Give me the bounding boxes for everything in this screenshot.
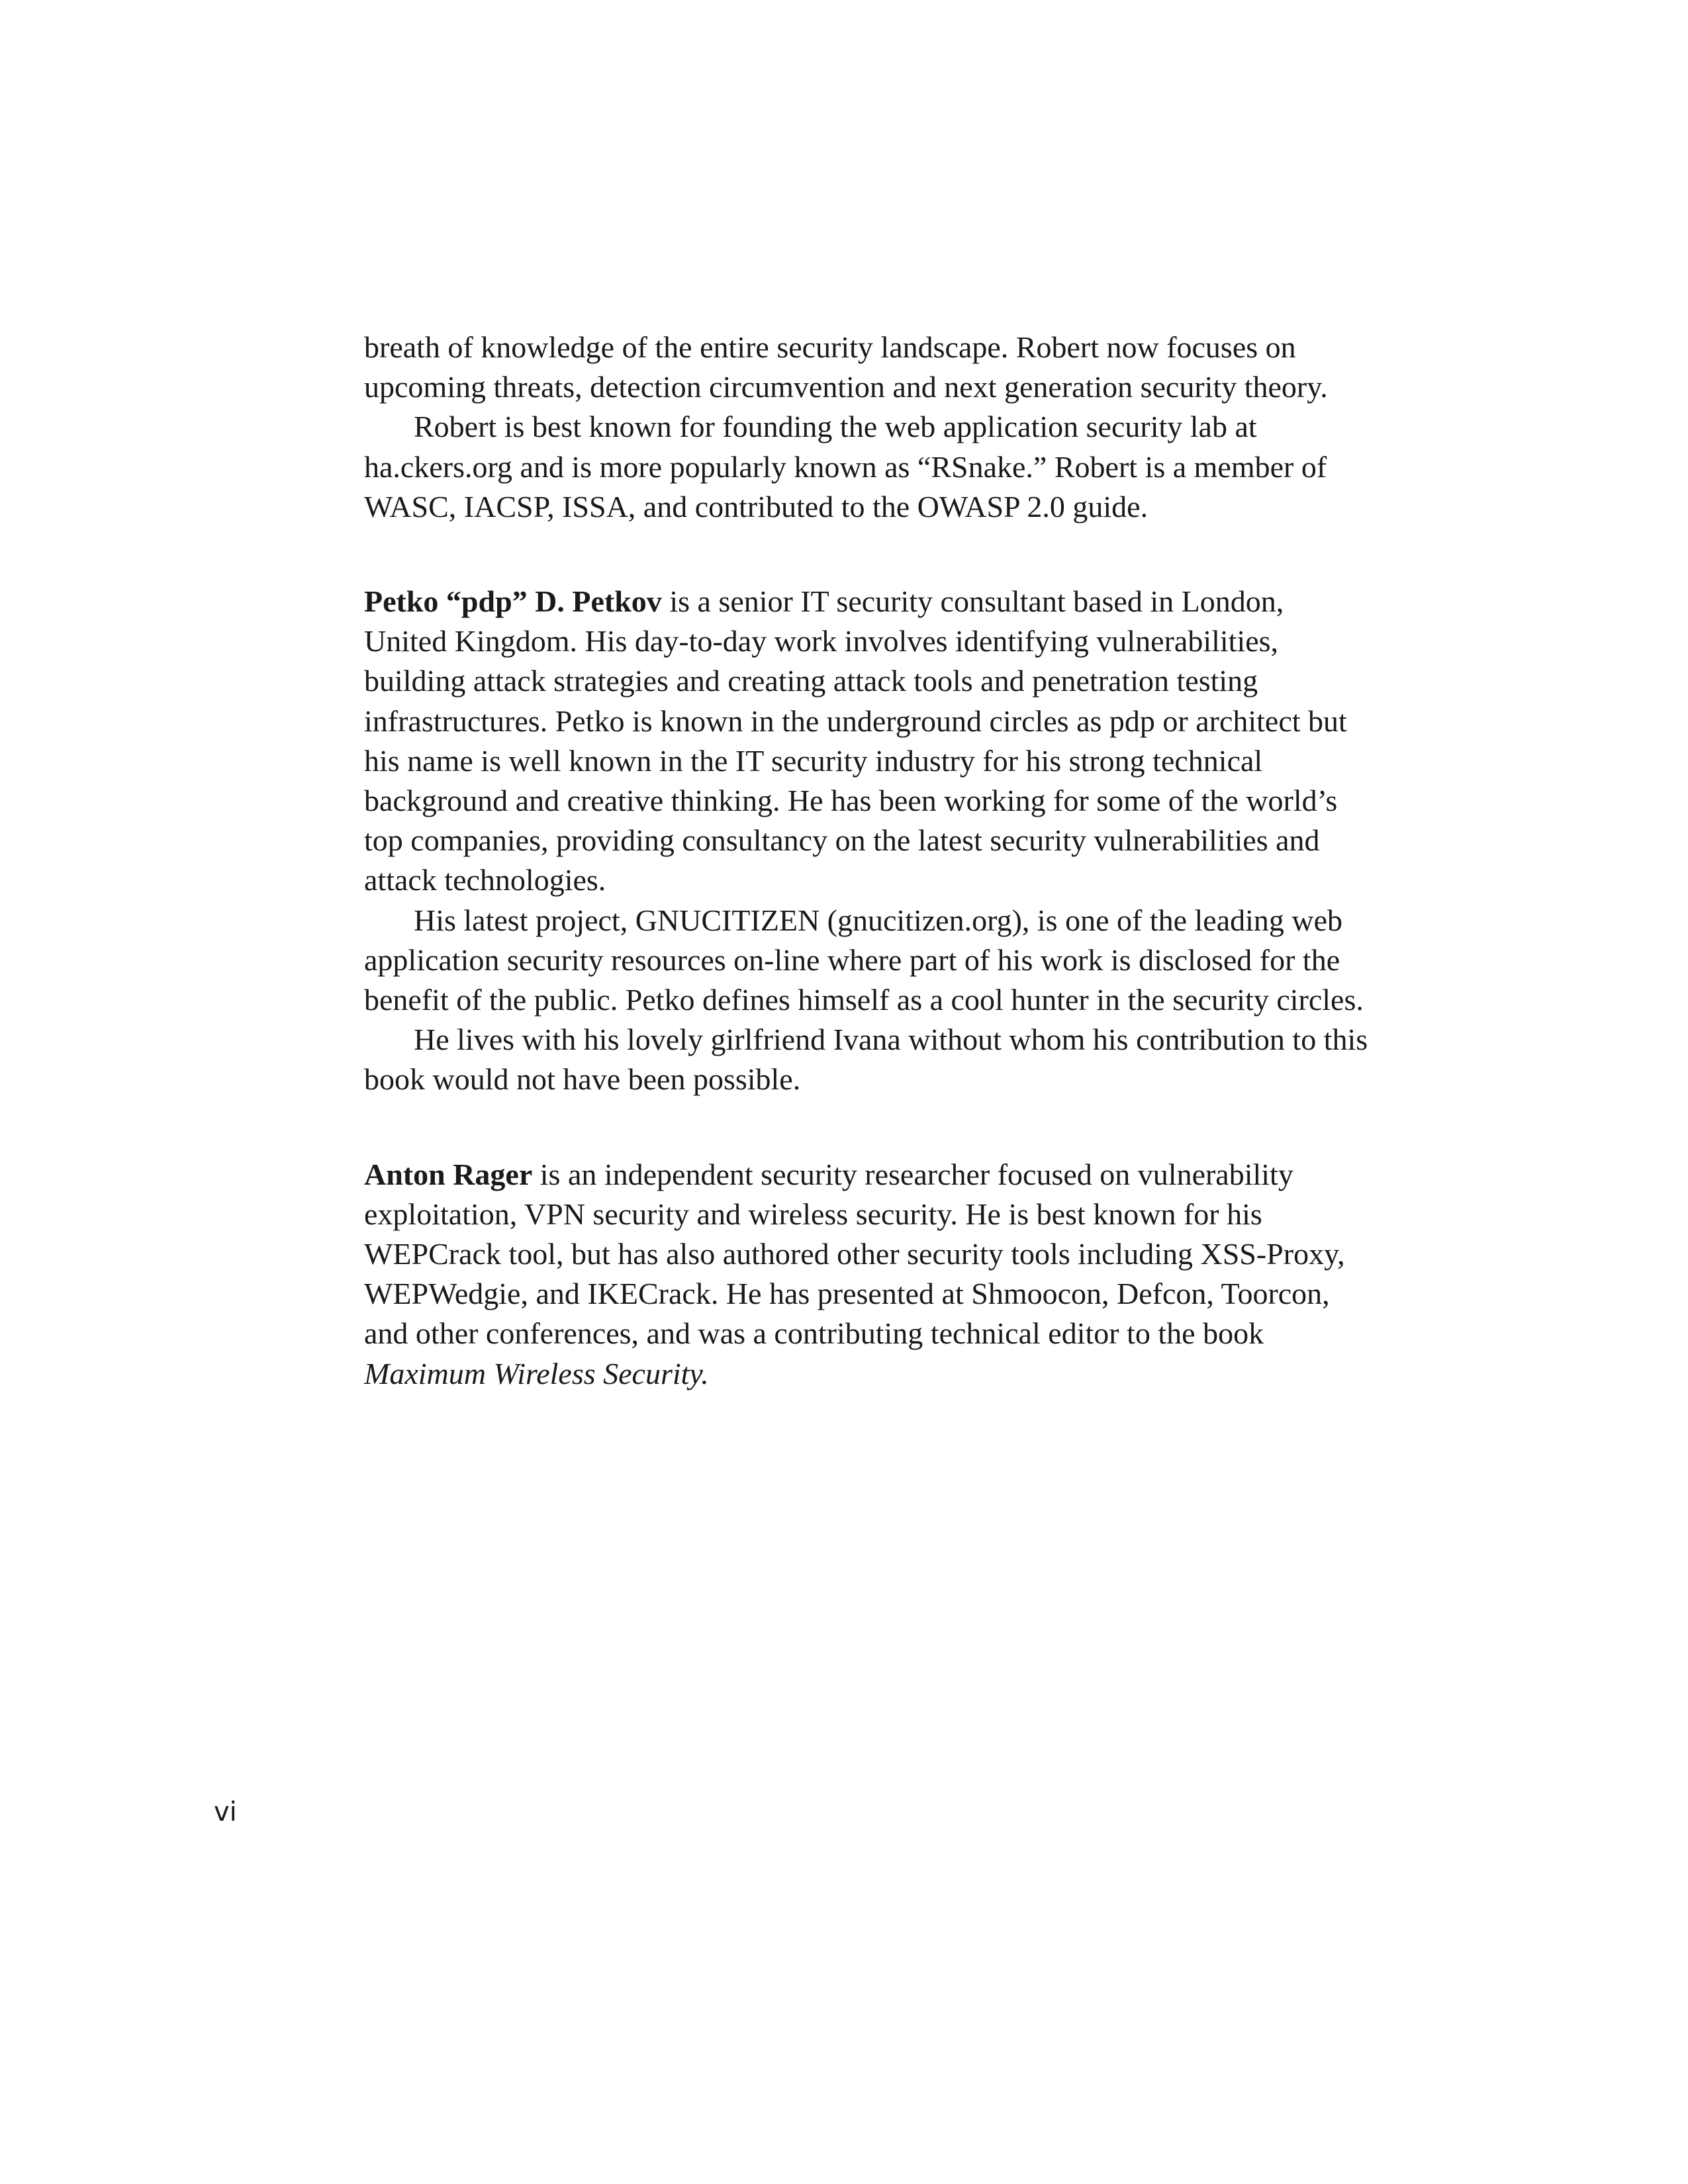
petkov-name: Petko “pdp” D. Petkov <box>364 584 662 619</box>
rager-bio-text: is an independent security researcher focused on vulnerability exploitation, VPN security and wireless security. He is best known for his WEPCrack tool, but has also authored other security tools including XSS-Proxy, WEPWedgie, and IKECrack. He has presented at Shmoocon, Defcon, Toorcon, and other conferences, and was a contributing technical editor to the book <box>364 1157 1345 1351</box>
book-title: Maximum Wireless Security. <box>364 1356 709 1390</box>
petkov-project-paragraph: His latest project, GNUCITIZEN (gnucitizen.org), is one of the leading web application security resources on-line where part of his work is disclosed for the benefit of the public. Petko defines himself as a cool hunter in the security circles. <box>364 903 1364 1017</box>
petkov-bio-paragraph <box>364 582 1370 901</box>
petkov-personal-paragraph: He lives with his lovely girlfriend Ivana without whom his contribution to this book would not have been possible. <box>364 1023 1368 1097</box>
rager-name: Anton Rager <box>364 1157 533 1191</box>
petkov-bio-text: is a senior IT security consultant based in London, United Kingdom. His day-to-day work involves identifying vulnerabilities, building attack strategies and creating attack tools and penetration testing infrastructures. Petko is known in the underground circles as pdp or architect but his name is well known in the IT security industry for his strong technical background and creative thinking. He has been working for some of the world’s top companies, providing consultancy on the latest security vulnerabilities and attack technologies. <box>364 584 1347 897</box>
robert-bio-continued-paragraph: breath of knowledge of the entire security landscape. Robert now focuses on upcoming threats, detection circumvention and next generation security theory. <box>364 330 1328 404</box>
rager-bio-paragraph <box>364 1155 1370 1394</box>
robert-bio-paragraph: Robert is best known for founding the web application security lab at ha.ckers.org and is more popularly known as “RSnake.” Robert is a member of WASC, IACSP, ISSA, and contributed to the OWASP 2.0 guide. <box>364 410 1327 523</box>
page-number: vi <box>214 1797 237 1827</box>
page-body <box>364 328 1370 1394</box>
